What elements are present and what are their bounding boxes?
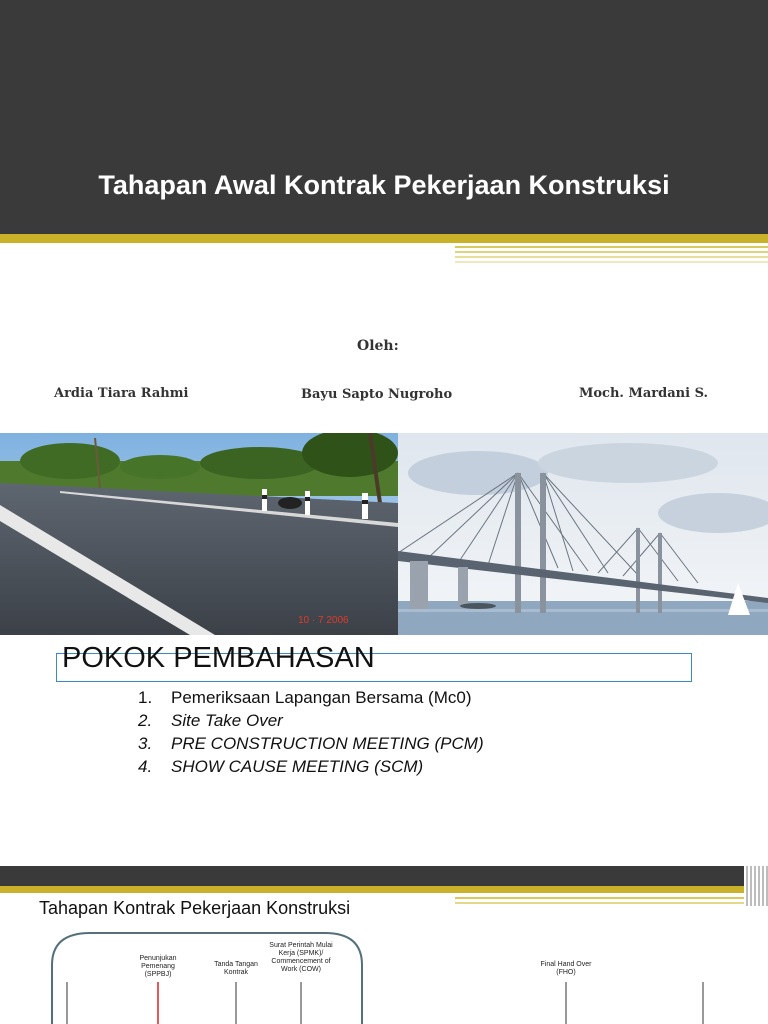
- gold-line: [455, 897, 744, 899]
- gold-stripe-2: [0, 886, 744, 893]
- gold-line: [455, 251, 768, 253]
- author-2: Bayu Sapto Nugroho: [301, 387, 453, 402]
- label-spmk: Surat Perintah Mulai Kerja (SPMK)/ Commencement of Work (COW): [269, 942, 333, 973]
- road-photo: [0, 433, 398, 635]
- topic-item: [138, 734, 484, 754]
- topic-text: Site Take Over: [171, 711, 283, 730]
- topic-number: 4.: [138, 757, 153, 776]
- gold-line: [455, 261, 768, 263]
- author-3: Moch. Mardani S.: [579, 386, 709, 401]
- topic-item: [138, 711, 283, 731]
- topics-heading: POKOK PEMBAHASAN: [62, 642, 375, 674]
- topic-item: [138, 757, 423, 777]
- photo-date-stamp: 10 · 7 2006: [298, 615, 349, 626]
- author-1: Ardia Tiara Rahmi: [54, 386, 189, 401]
- slide2-title: Tahapan Kontrak Pekerjaan Konstruksi: [39, 898, 351, 918]
- topic-item: [138, 688, 471, 708]
- vertical-stripes: [744, 866, 768, 906]
- gold-line: [455, 902, 744, 904]
- label-contract-signing: Tanda Tangan Kontrak: [214, 961, 258, 976]
- gold-stripe: [0, 234, 768, 243]
- slide-title: Tahapan Awal Kontrak Pekerjaan Konstruksi: [98, 170, 670, 200]
- label-fho: Final Hand Over (FHO): [540, 961, 592, 976]
- label-sppbj: Penunjukan Pemenang (SPPBJ): [139, 955, 177, 978]
- bridge-painting: [398, 433, 768, 635]
- topic-text: SHOW CAUSE MEETING (SCM): [171, 757, 424, 776]
- topic-number: 2.: [138, 711, 153, 730]
- by-label: Oleh:: [357, 338, 399, 354]
- gold-line: [455, 246, 768, 248]
- topic-number: 3.: [138, 734, 153, 753]
- topic-text: PRE CONSTRUCTION MEETING (PCM): [171, 734, 484, 753]
- gold-line: [455, 256, 768, 258]
- topic-number: 1.: [138, 688, 153, 707]
- title-banner-2: [0, 866, 768, 886]
- topic-text: Pemeriksaan Lapangan Bersama (Mc0): [171, 688, 472, 707]
- timeline-diagram: [0, 925, 768, 1024]
